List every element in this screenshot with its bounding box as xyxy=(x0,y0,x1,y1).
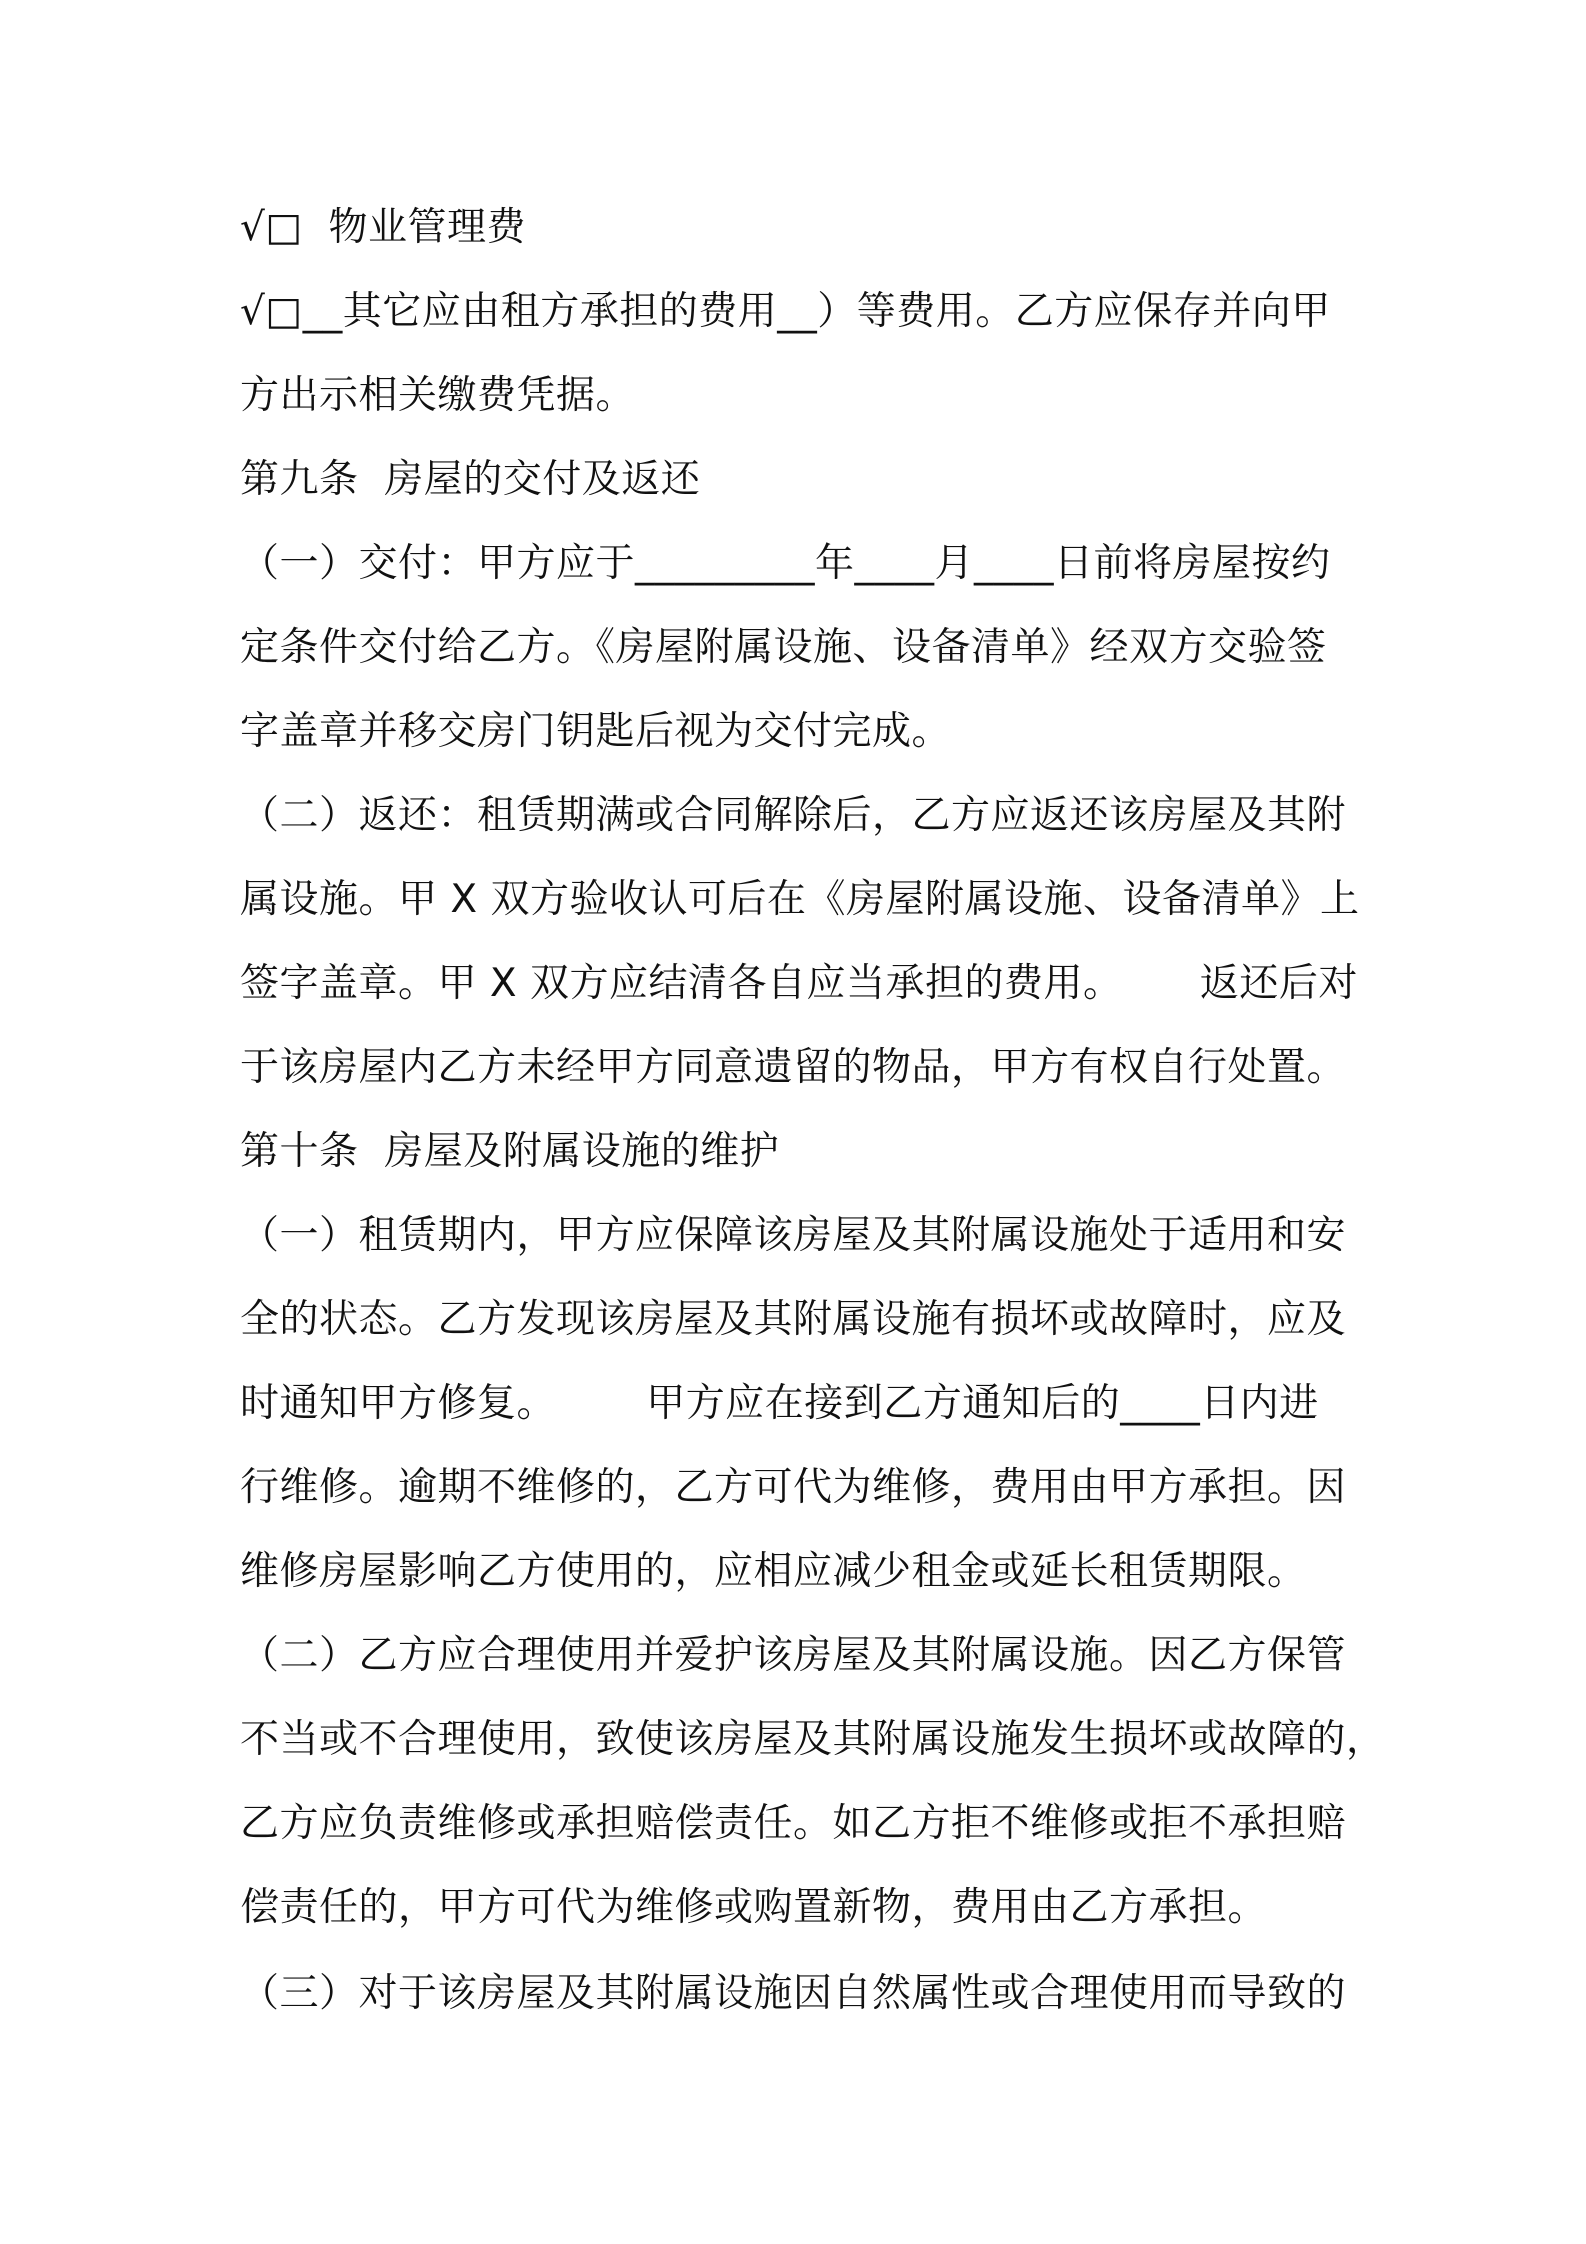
text-line: 时通知甲方修复。 甲方应在接到乙方通知后的____日内进 xyxy=(240,1381,1319,1426)
text-line: 于该房屋内乙方未经甲方同意遗留的物品，甲方有权自行处置。 xyxy=(240,1045,1347,1090)
text-line: 字盖章并移交房门钥匙后视为交付完成。 xyxy=(240,709,952,754)
text-line: 偿责任的，甲方可代为维修或购置新物，费用由乙方承担。 xyxy=(240,1885,1268,1930)
text-line: 行维修。逾期不维修的，乙方可代为维修，费用由甲方承担。因 xyxy=(240,1465,1347,1510)
text-line: 属设施。甲 X 双方验收认可后在《房屋附属设施、设备清单》上 xyxy=(240,877,1360,922)
text-line: 方出示相关缴费凭据。 xyxy=(240,373,636,418)
text-line: （三）对于该房屋及其附属设施因自然属性或合理使用而导致的 xyxy=(240,1971,1347,2016)
text-line: 乙方应负责维修或承担赔偿责任。如乙方拒不维修或拒不承担赔 xyxy=(240,1801,1347,1846)
text-line: √□__其它应由租方承担的费用__）等费用。乙方应保存并向甲 xyxy=(240,289,1331,334)
text-line: 维修房屋影响乙方使用的，应相应减少租金或延长租赁期限。 xyxy=(240,1549,1307,1594)
text-line: √□ 物业管理费 xyxy=(240,205,526,250)
text-line: 签字盖章。甲 X 双方应结清各自应当承担的费用。 返还后对 xyxy=(240,961,1358,1006)
text-line: 定条件交付给乙方。《房屋附属设施、设备清单》经双方交验签 xyxy=(240,625,1327,670)
text-line: （二）乙方应合理使用并爱护该房屋及其附属设施。因乙方保管 xyxy=(240,1633,1347,1678)
text-line: （一）租赁期内，甲方应保障该房屋及其附属设施处于适用和安 xyxy=(240,1213,1347,1258)
text-line: （二）返还：租赁期满或合同解除后，乙方应返还该房屋及其附 xyxy=(240,793,1347,838)
text-line: 全的状态。乙方发现该房屋及其附属设施有损坏或故障时，应及 xyxy=(240,1297,1347,1342)
section-heading: 第九条 房屋的交付及返还 xyxy=(240,457,701,502)
section-heading: 第十条 房屋及附属设施的维护 xyxy=(240,1129,780,1174)
text-line: 不当或不合理使用，致使该房屋及其附属设施发生损坏或故障的， xyxy=(240,1717,1386,1762)
text-line: （一）交付：甲方应于_________年____月____日前将房屋按约 xyxy=(240,541,1331,586)
